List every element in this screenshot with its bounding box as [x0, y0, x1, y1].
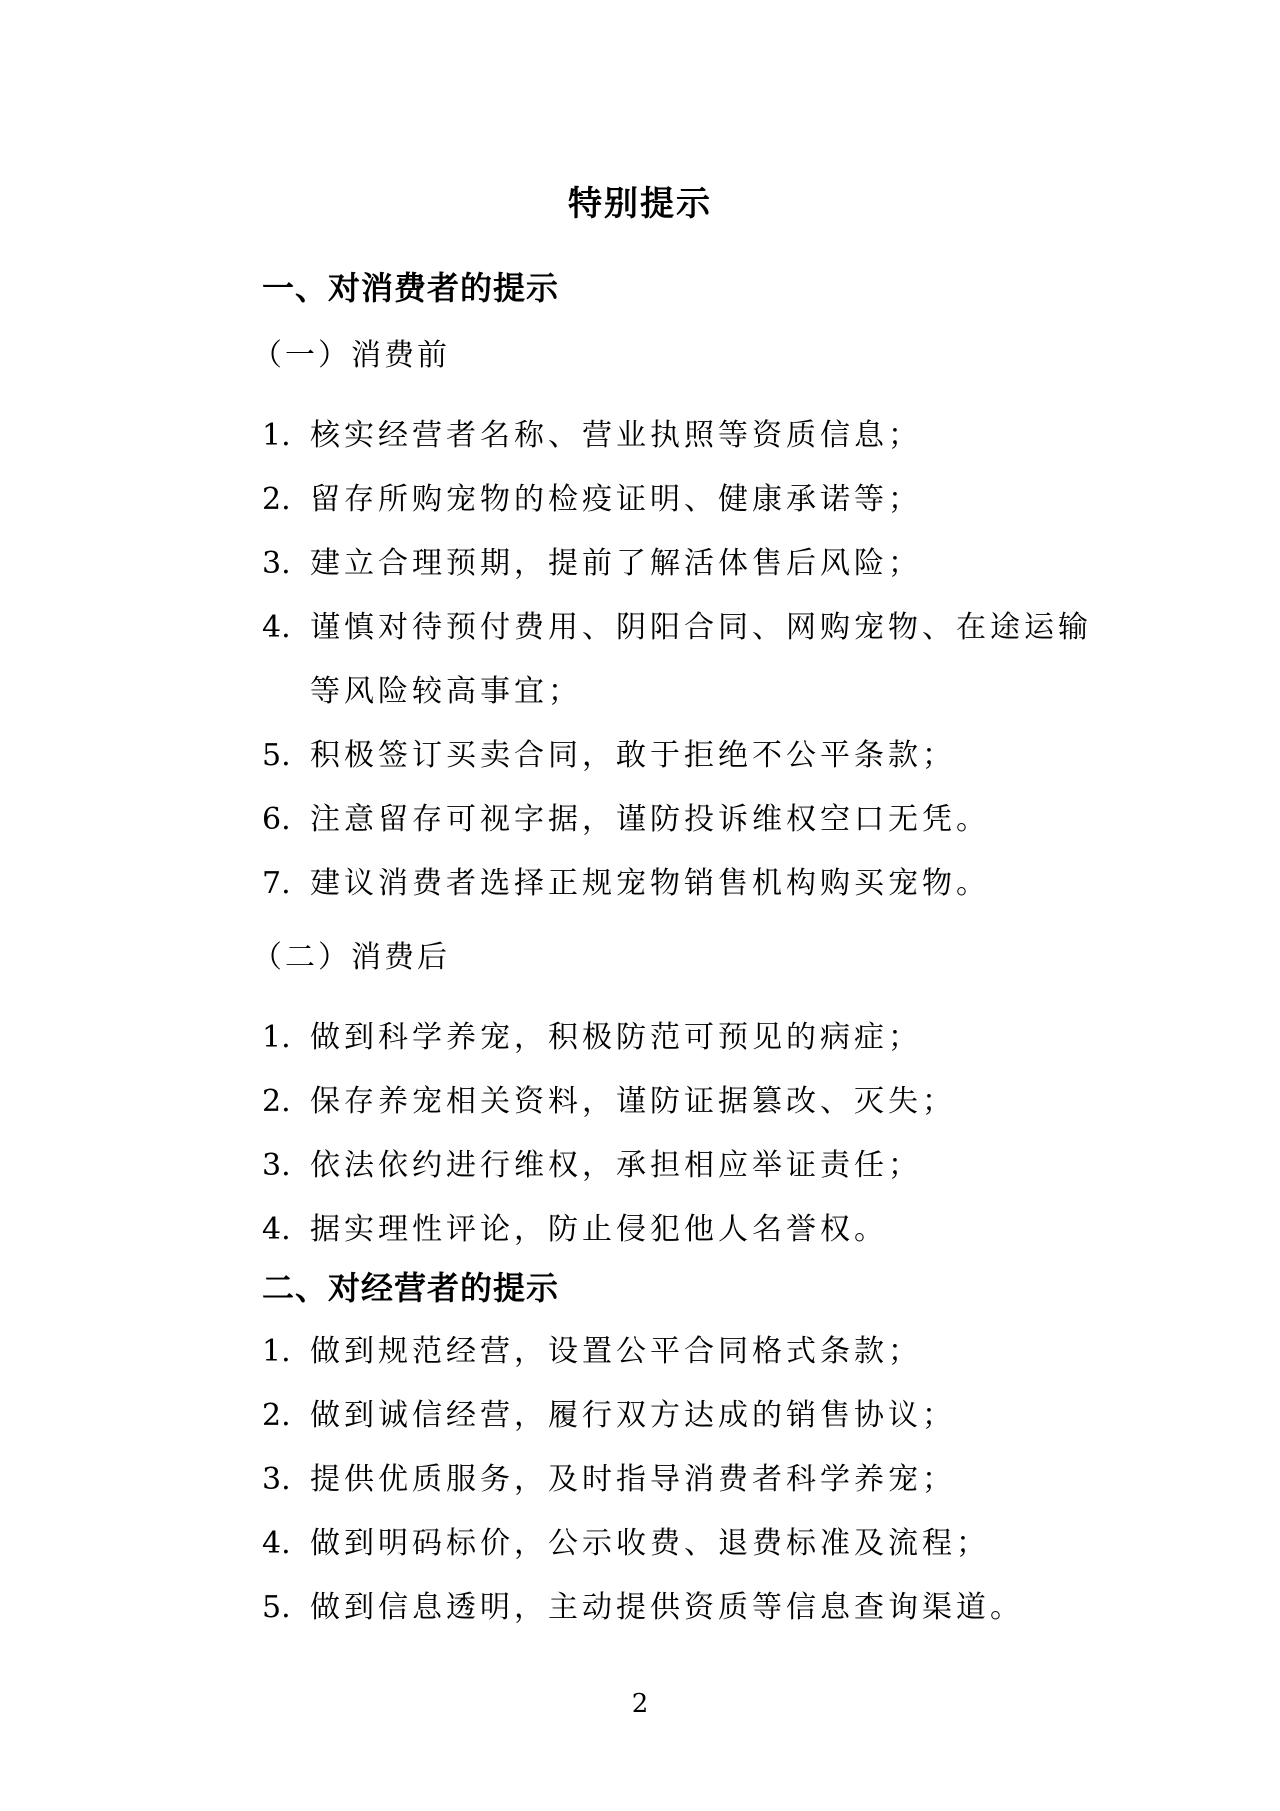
item-number: 4. [262, 1526, 291, 1561]
list-item [262, 542, 1112, 586]
list-item [262, 478, 1112, 522]
list-item [262, 1144, 1112, 1188]
item-text: 留存所购宠物的检疫证明、健康承诺等； [310, 482, 922, 517]
list-item [262, 1016, 1112, 1060]
item-number: 4. [262, 610, 291, 645]
item-text-continuation: 等风险较高事宜； [310, 674, 582, 709]
section1-heading: 一、对消费者的提示 [262, 269, 560, 307]
item-text: 保存养宠相关资料，谨防证据篡改、灭失； [310, 1084, 956, 1119]
section1-after-heading: （二）消费后 [252, 940, 450, 975]
section2-heading: 二、对经营者的提示 [262, 1269, 560, 1307]
list-item [262, 734, 1112, 778]
item-number: 6. [262, 802, 291, 837]
item-number: 3. [262, 546, 291, 581]
list-item [262, 1522, 1112, 1566]
item-number: 2. [262, 482, 291, 517]
item-number: 5. [262, 1590, 291, 1625]
item-text: 建立合理预期，提前了解活体售后风险； [310, 546, 922, 581]
list-item [262, 1208, 1112, 1252]
list-item [262, 1586, 1112, 1630]
item-text: 做到明码标价，公示收费、退费标准及流程； [310, 1526, 990, 1561]
item-text: 核实经营者名称、营业执照等资质信息； [310, 418, 922, 453]
item-text: 注意留存可视字据，谨防投诉维权空口无凭。 [310, 802, 990, 837]
item-number: 1. [262, 1020, 291, 1055]
item-number: 2. [262, 1084, 291, 1119]
document-title: 特别提示 [568, 184, 712, 224]
list-item [262, 1458, 1112, 1502]
item-text: 做到诚信经营，履行双方达成的销售协议； [310, 1398, 956, 1433]
list-item [262, 606, 1112, 714]
item-text: 据实理性评论，防止侵犯他人名誉权。 [310, 1212, 888, 1247]
item-number: 7. [262, 866, 291, 901]
item-number: 5. [262, 738, 291, 773]
list-item [262, 1330, 1112, 1374]
page-number: 2 [631, 1689, 649, 1719]
item-number: 1. [262, 1334, 291, 1369]
item-number: 2. [262, 1398, 291, 1433]
item-text: 做到信息透明，主动提供资质等信息查询渠道。 [310, 1590, 1024, 1625]
list-item [262, 1394, 1112, 1438]
item-number: 3. [262, 1462, 291, 1497]
list-item [262, 862, 1112, 906]
item-number: 1. [262, 418, 291, 453]
list-item [262, 414, 1112, 458]
list-item [262, 1080, 1112, 1124]
section1-before-heading: （一）消费前 [252, 338, 450, 373]
item-text: 依法依约进行维权，承担相应举证责任； [310, 1148, 922, 1183]
item-text: 谨慎对待预付费用、阴阳合同、网购宠物、在途运输 [310, 610, 1092, 645]
item-text: 做到科学养宠，积极防范可预见的病症； [310, 1020, 922, 1055]
item-number: 3. [262, 1148, 291, 1183]
item-text: 建议消费者选择正规宠物销售机构购买宠物。 [310, 866, 990, 901]
item-number: 4. [262, 1212, 291, 1247]
item-text: 积极签订买卖合同，敢于拒绝不公平条款； [310, 738, 956, 773]
item-text: 提供优质服务，及时指导消费者科学养宠； [310, 1462, 956, 1497]
item-text: 做到规范经营，设置公平合同格式条款； [310, 1334, 922, 1369]
list-item [262, 798, 1112, 842]
